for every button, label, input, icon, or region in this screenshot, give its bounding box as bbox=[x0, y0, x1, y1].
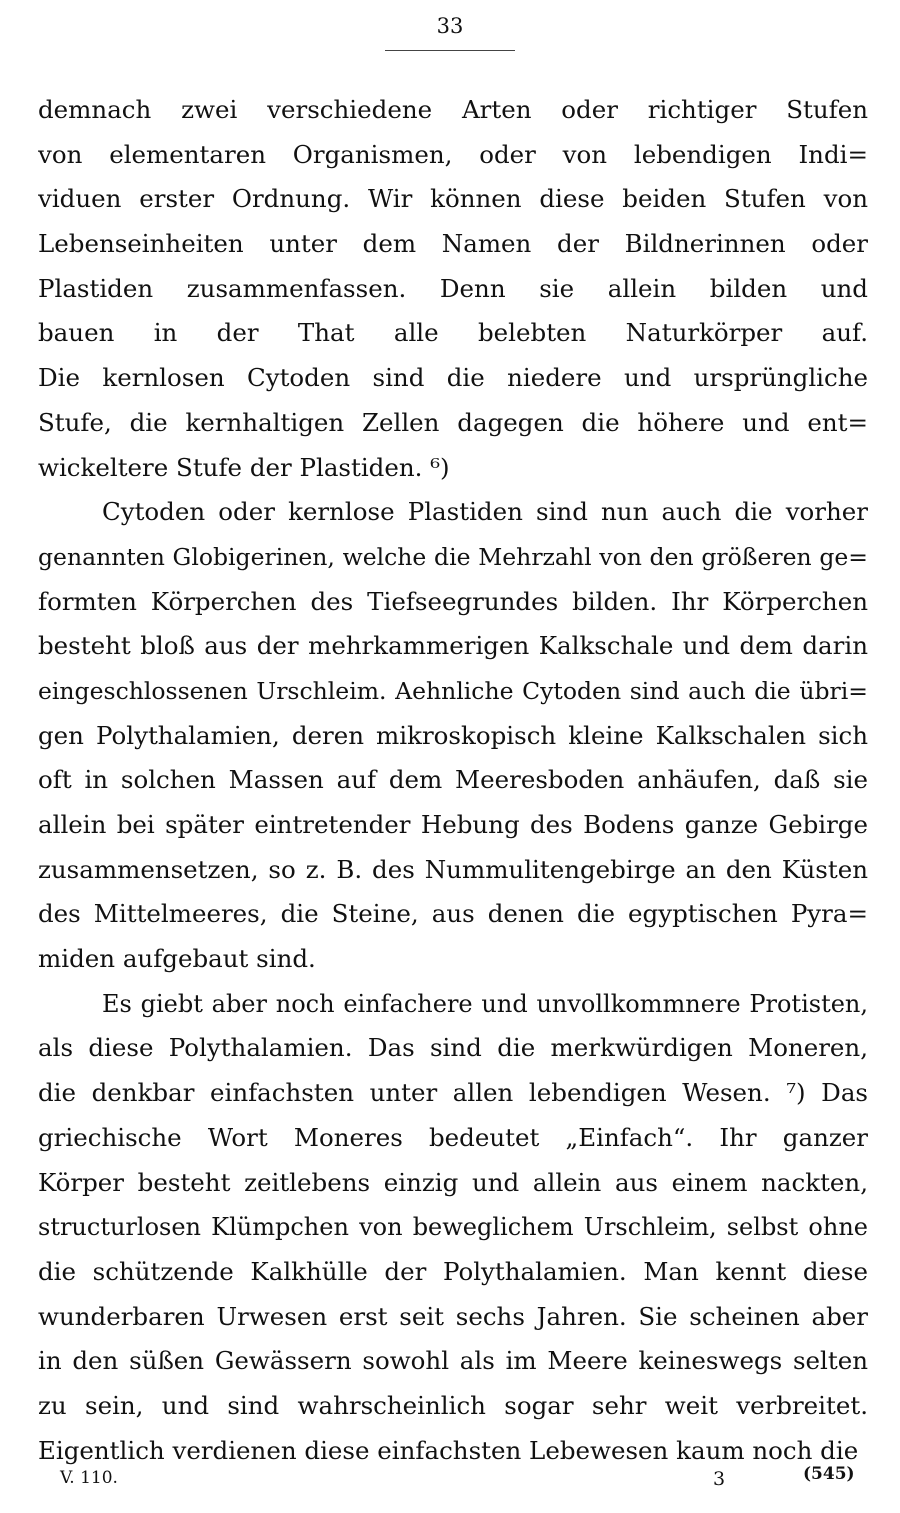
text-line: gen Polythalamien, deren mikroskopisch kleine Kalkschalen sich bbox=[38, 720, 868, 750]
sheet-number: 3 bbox=[713, 1468, 726, 1490]
paragraph bbox=[38, 490, 868, 982]
text-line: die schützende Kalkhülle der Polythalamien. Man kennt diese bbox=[38, 1256, 868, 1286]
text-line: Es giebt aber noch einfachere und unvollkommnere Protisten, bbox=[102, 989, 868, 1018]
paragraph bbox=[38, 88, 868, 490]
reference-number: (545) bbox=[803, 1464, 855, 1484]
text-line: besteht bloß aus der mehrkammerigen Kalkschale und dem darin bbox=[38, 631, 868, 661]
header-rule bbox=[385, 50, 515, 51]
text-line: zusammensetzen, so z. B. des Nummulitengebirge an den Küsten bbox=[38, 854, 868, 884]
text-line: miden aufgebaut sind. bbox=[38, 944, 316, 974]
page-number: 33 bbox=[436, 14, 464, 38]
text-line: des Mittelmeeres, die Steine, aus denen die egyptischen Pyra= bbox=[38, 899, 868, 929]
text-line: Die kernlosen Cytoden sind die niedere und ursprüngliche bbox=[38, 363, 868, 393]
body-text bbox=[38, 88, 868, 1473]
text-line: bauen in der That alle belebten Naturkörper auf. bbox=[38, 318, 868, 348]
paragraph bbox=[38, 982, 868, 1474]
text-line: demnach zwei verschiedene Arten oder richtiger Stufen bbox=[38, 95, 868, 124]
text-line: Lebenseinheiten unter dem Namen der Bildnerinnen oder bbox=[38, 229, 868, 259]
text-line: oft in solchen Massen auf dem Meeresboden anhäufen, daß sie bbox=[38, 765, 868, 795]
text-line: structurlosen Klümpchen von beweglichem Urschleim, selbst ohne bbox=[38, 1213, 868, 1242]
text-line: von elementaren Organismen, oder von lebendigen Indi= bbox=[38, 139, 868, 169]
text-line: Cytoden oder kernlose Plastiden sind nun auch die vorher bbox=[102, 497, 868, 527]
signature-mark: V. 110. bbox=[60, 1468, 118, 1488]
text-line: allein bei später eintretender Hebung des Bodens ganze Gebirge bbox=[38, 810, 868, 839]
text-line: Eigentlich verdienen diese einfachsten Lebewesen kaum noch die bbox=[38, 1435, 859, 1465]
page-footer bbox=[38, 1464, 868, 1498]
text-line: viduen erster Ordnung. Wir können diese beiden Stufen von bbox=[38, 184, 868, 214]
text-line: als diese Polythalamien. Das sind die merkwürdigen Moneren, bbox=[38, 1033, 868, 1063]
text-line: formten Körperchen des Tiefseegrundes bilden. Ihr Körperchen bbox=[38, 586, 868, 616]
text-line: genannten Globigerinen, welche die Mehrzahl von den größeren ge= bbox=[38, 542, 868, 571]
text-line: in den süßen Gewässern sowohl als im Meere keineswegs selten bbox=[38, 1346, 868, 1376]
text-line: wickeltere Stufe der Plastiden. ⁶) bbox=[38, 452, 450, 482]
text-line: griechische Wort Moneres bedeutet „Einfach“. Ihr ganzer bbox=[38, 1122, 868, 1152]
text-line: eingeschlossenen Urschleim. Aehnliche Cytoden sind auch die übri= bbox=[38, 676, 868, 705]
text-line: die denkbar einfachsten unter allen lebendigen Wesen. ⁷) Das bbox=[38, 1078, 868, 1108]
text-line: Körper besteht zeitlebens einzig und allein aus einem nackten, bbox=[38, 1167, 868, 1197]
text-line: Plastiden zusammenfassen. Denn sie allein bilden und bbox=[38, 273, 868, 303]
text-line: Stufe, die kernhaltigen Zellen dagegen die höhere und ent= bbox=[38, 407, 868, 437]
text-line: zu sein, und sind wahrscheinlich sogar sehr weit verbreitet. bbox=[38, 1390, 868, 1420]
text-line: wunderbaren Urwesen erst seit sechs Jahren. Sie scheinen aber bbox=[38, 1301, 868, 1331]
